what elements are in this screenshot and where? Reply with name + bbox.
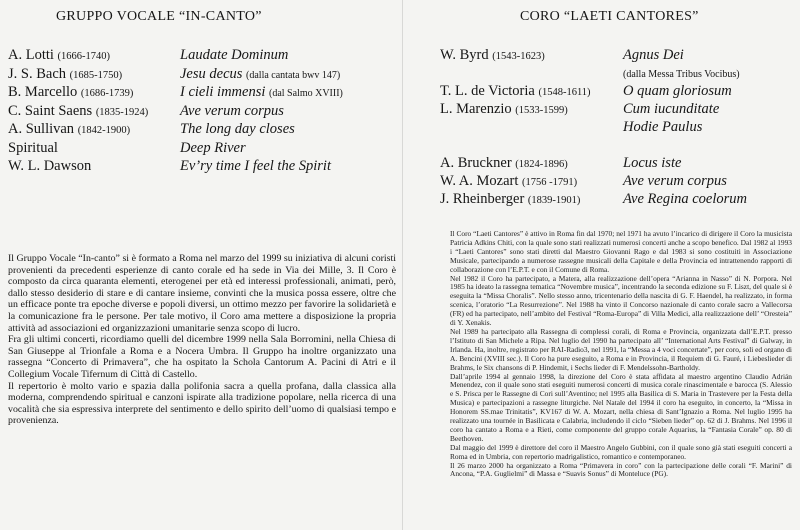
piece-title: Jesu decus (dalla cantata bwv 147) <box>180 65 341 82</box>
composer: W. A. Mozart (1756 -1791) <box>440 173 578 189</box>
piece-title: Ev’ry time I feel the Spirit <box>180 158 331 174</box>
bio-paragraph: Il 26 marzo 2000 ha organizzato a Roma “Primavera in coro” con la partecipazione delle corali “F. Marini” di Ancona, “P.A. Guglielmi” di Massa e “Suavis Sonus” di Monteluce (PG). <box>450 460 792 479</box>
piece-title: Deep River <box>180 139 246 156</box>
composer: L. Marenzio (1533-1599) <box>440 101 568 117</box>
bio-paragraph: Dall’aprile 1994 al gennaio 1998, la direzione del Coro è stata affidata al maestro argentino Claudio Adrián Menendez, con il quale sono stati eseguiti numerosi concerti di musica corale rinascimentale e barocca (S. Alessio e S. Prisca per le Rassegne di Cori sull’Aventino; nel 1995 alla Basilica di S. Maria in Trastevere per la Festa della Musica) e partecipazioni a rassegne liturgiche. Nel Natale del 1994 il coro ha eseguito, in concerto, la “Missa in Honorem SS.mae Trinitatis”, KV167 di W. A. Mozart, nella chiesa di Sant’Ignazio a Roma. Nel luglio 1995 ha realizzato una tournée in Basilicata e Calabria, includendo il ciclo “Sieben lieder” op. 62 di J. Brahms. Nel 1996 il coro ha cantato a Roma e a Rieti, come componente del gruppo corale Aquarius, la “Fantasia Corale” op. 80 di Beethoven. <box>450 371 792 443</box>
piece-title: Ave verum corpus <box>623 173 727 189</box>
composer: Spiritual <box>8 139 58 156</box>
bio-paragraph: Il Coro “Laeti Cantores” è attivo in Roma fin dal 1970; nel 1971 ha avuto l’incarico di dirigere il Coro la musicista Patricia Adkins Chiti, con la quale sono stati realizzati numerosi concerti anche a scopo benefico. Dal 1982 al 1993 i “Laeti Cantores” sono stati diretti dal Maestro Giovanni Rago e dal 1983 si sono costituiti in Associazione Musicale, partecipando a numerose rassegne musicali della Capitale e della Provincia ed intrattenendo rapporti di collaborazione con l’E.P.T. e con il Comune di Roma. <box>450 229 792 274</box>
piece-title: O quam gloriosum <box>623 83 732 99</box>
piece-title: Agnus Dei <box>623 47 684 63</box>
composer: J. S. Bach (1685-1750) <box>8 65 123 82</box>
bio-paragraph: Il Gruppo Vocale “In-canto” si è formato a Roma nel marzo del 1999 su iniziativa di alcuni coristi provenienti da precedenti esperienze di canto corale ed ha sede in Via dei Mille, 3. Il Coro è composto da circa quaranta elementi, eterogenei per età ed interessi professionali, animati, però, dallo stesso desiderio di stare e di cantare insieme, convinti che la musica possa essere, oltre che un efficace ponte tra epoche diverse e popoli diversi, un ottimo mezzo per favorire la solidarietà e la comunicazione fra le persone. Per tale motivo, il Coro ama mettere a disposizione la propria attività ad associazioni ed organizzazioni umanitarie senza scopo di lucro. <box>8 253 396 334</box>
composer: B. Marcello (1686-1739) <box>8 84 134 100</box>
piece-title: Cum iucunditate <box>623 101 720 117</box>
composer: C. Saint Saens (1835-1924) <box>8 102 149 119</box>
composer: A. Bruckner (1824-1896) <box>440 155 568 171</box>
piece-title: Hodie Paulus <box>623 119 703 135</box>
column-divider <box>402 0 403 530</box>
piece-title: Ave Regina coelorum <box>623 191 748 207</box>
left-biography <box>8 253 396 427</box>
composer: W. Byrd (1543-1623) <box>440 47 545 63</box>
right-biography <box>450 230 792 479</box>
piece-title: Ave verum corpus <box>180 102 284 119</box>
bio-paragraph: Fra gli ultimi concerti, ricordiamo quelli del dicembre 1999 nella Sala Borromini, nella Chiesa di San Giuseppe al Trionfale a Roma e a Nocera Umbra. Il Gruppo ha inoltre organizzato una rassegna “Concerto di Primavera”, che ha ospitato la Schola Cantorum A. Pacini di Atri e il Collegium Vocale Tifernum di Città di Castello. <box>8 334 396 380</box>
piece-title: Laudate Dominum <box>180 47 289 63</box>
composer: A. Sullivan (1842-1900) <box>8 121 131 137</box>
piece-note: (dalla Messa Tribus Vocibus) <box>623 69 740 80</box>
left-heading: GRUPPO VOCALE “IN-CANTO” <box>56 9 262 24</box>
composer: J. Rheinberger (1839-1901) <box>440 191 581 207</box>
piece-title: The long day closes <box>180 121 295 137</box>
composer: A. Lotti (1666-1740) <box>8 47 111 63</box>
piece-title: I cieli immensi (dal Salmo XVIII) <box>180 84 343 100</box>
composer: T. L. de Victoria (1548-1611) <box>440 83 591 99</box>
composer: W. L. Dawson <box>8 158 92 174</box>
bio-paragraph: Nel 1989 ha partecipato alla Rassegna di complessi corali, di Roma e Provincia, organizzata dall’E.P.T. presso l’Istituto di San Michele a Ripa. Nel luglio del 1990 ha partecipato all’ “International Arts Festival” di Galway, in Irlanda. Ha, inoltre, registrato per RAI-Radio3, nel 1991, la “Messa a 4 voci concertate”, per coro, soli ed organo di A. Bencini (XVIII sec.). Il Coro ha pure eseguito, a Roma e in Provincia, il Requiem di G. Fauré, i Liebeslieder di Brahms, le Six chansons di P. Hindemit, i Sechs lieder di F. Mendelssohn-Bartholdy. <box>450 326 792 372</box>
bio-paragraph: Nel 1982 il Coro ha partecipato, a Matera, alla realizzazione dell’opera “Arianna in Nasso” di N. Porpora. Nel 1985 ha ideato la rassegna tematica “Novembre musica”, incentrando la seconda edizione su F. Liszt, del quale si è eseguita la “Missa Choralis”. Nello stesso anno, tricentenario della nascita di G. F. Haendel, ha realizzato, in forma scenica, l’oratorio “La Resurrezione”. Nel 1988 ha vinto il Concorso nazionale di canto corale sacro a Vallecorsa (FR) ed ha partecipato, nell’ambito del Festival “Roma-Europa” di Villa Medici, alla realizzazione dell’ “Oresteia” di Y. Xenakis. <box>450 273 792 328</box>
piece-title: Locus iste <box>623 155 682 171</box>
right-heading: CORO “LAETI CANTORES” <box>520 9 699 24</box>
bio-paragraph: Il repertorio è molto vario e spazia dalla polifonia sacra a quella profana, dalla classica alla moderna, comprendendo spiritual e canzoni ispirate alla tradizione popolare, nella ricerca di una vocalità che sia espressiva interprete del sentimento e dello spirito dell’uomo di qualsiasi tempo e provenienza. <box>8 380 396 427</box>
bio-paragraph: Dal maggio del 1999 è direttore del coro il Maestro Angelo Gubbini, con il quale sono già stati eseguiti concerti a Roma ed in Umbria, con repertorio madrigalistico, romantico e contemporaneo. <box>450 442 792 461</box>
